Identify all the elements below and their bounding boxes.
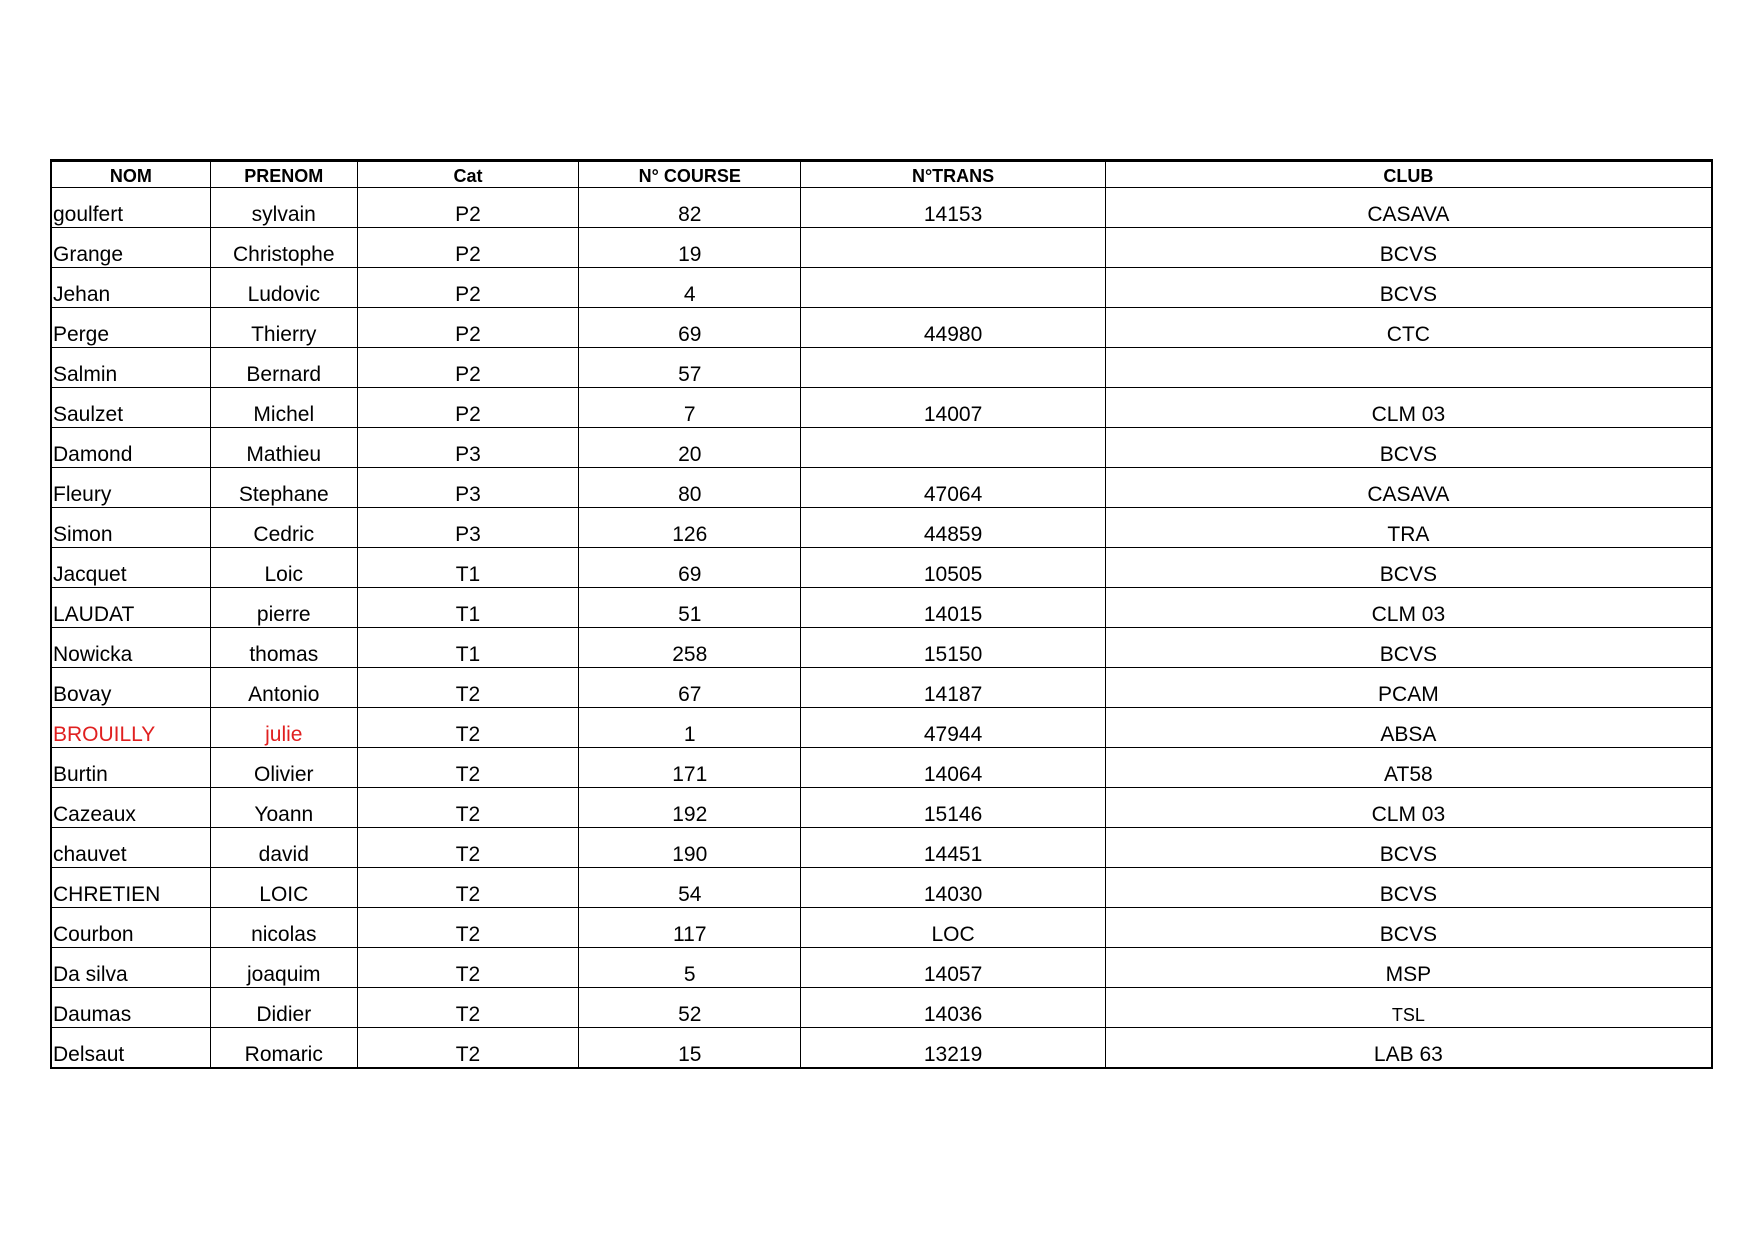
cell-club: BCVS xyxy=(1105,268,1712,308)
cell-trans: 15150 xyxy=(801,628,1105,668)
cell-nom: Daumas xyxy=(51,988,210,1028)
cell-cat: T2 xyxy=(357,868,578,908)
cell-prenom: Ludovic xyxy=(210,268,357,308)
cell-club: AT58 xyxy=(1105,748,1712,788)
cell-nom: Salmin xyxy=(51,348,210,388)
cell-prenom: Antonio xyxy=(210,668,357,708)
table-row xyxy=(51,828,1712,868)
table-row xyxy=(51,908,1712,948)
cell-cat: P2 xyxy=(357,268,578,308)
cell-nom: Bovay xyxy=(51,668,210,708)
cell-prenom: nicolas xyxy=(210,908,357,948)
cell-cat: P2 xyxy=(357,348,578,388)
table-row xyxy=(51,348,1712,388)
cell-nom: Da silva xyxy=(51,948,210,988)
cell-cat: T2 xyxy=(357,708,578,748)
table-row xyxy=(51,308,1712,348)
table-row xyxy=(51,188,1712,228)
cell-course: 54 xyxy=(579,868,801,908)
cell-club: LAB 63 xyxy=(1105,1028,1712,1069)
cell-nom: Grange xyxy=(51,228,210,268)
cell-club: PCAM xyxy=(1105,668,1712,708)
header-row xyxy=(51,161,1712,188)
cell-cat: P2 xyxy=(357,228,578,268)
cell-trans: 14057 xyxy=(801,948,1105,988)
cell-club: BCVS xyxy=(1105,828,1712,868)
cell-prenom: Mathieu xyxy=(210,428,357,468)
table-row xyxy=(51,668,1712,708)
cell-club: BCVS xyxy=(1105,428,1712,468)
cell-prenom: Stephane xyxy=(210,468,357,508)
cell-nom: Jehan xyxy=(51,268,210,308)
cell-prenom: Thierry xyxy=(210,308,357,348)
cell-prenom: Cedric xyxy=(210,508,357,548)
cell-trans: 14187 xyxy=(801,668,1105,708)
cell-club: CLM 03 xyxy=(1105,788,1712,828)
cell-club: BCVS xyxy=(1105,548,1712,588)
cell-nom: Delsaut xyxy=(51,1028,210,1069)
cell-trans xyxy=(801,348,1105,388)
cell-course: 69 xyxy=(579,308,801,348)
table-row xyxy=(51,708,1712,748)
column-header-cat: Cat xyxy=(357,161,578,188)
column-header-nom: NOM xyxy=(51,161,210,188)
cell-prenom: Christophe xyxy=(210,228,357,268)
cell-course: 117 xyxy=(579,908,801,948)
cell-nom: chauvet xyxy=(51,828,210,868)
cell-club: CASAVA xyxy=(1105,468,1712,508)
cell-trans: 47944 xyxy=(801,708,1105,748)
cell-trans: 14007 xyxy=(801,388,1105,428)
cell-course: 80 xyxy=(579,468,801,508)
table-row xyxy=(51,268,1712,308)
cell-club: BCVS xyxy=(1105,908,1712,948)
cell-club: TRA xyxy=(1105,508,1712,548)
cell-prenom: Romaric xyxy=(210,1028,357,1069)
cell-nom: Jacquet xyxy=(51,548,210,588)
cell-cat: T2 xyxy=(357,988,578,1028)
cell-nom: BROUILLY xyxy=(51,708,210,748)
cell-club: BCVS xyxy=(1105,628,1712,668)
cell-nom: Simon xyxy=(51,508,210,548)
cell-nom: CHRETIEN xyxy=(51,868,210,908)
cell-trans: 47064 xyxy=(801,468,1105,508)
cell-trans: 44859 xyxy=(801,508,1105,548)
cell-prenom: david xyxy=(210,828,357,868)
cell-club xyxy=(1105,348,1712,388)
cell-trans: 13219 xyxy=(801,1028,1105,1069)
cell-cat: T2 xyxy=(357,788,578,828)
cell-cat: T2 xyxy=(357,948,578,988)
cell-cat: P2 xyxy=(357,188,578,228)
cell-prenom: pierre xyxy=(210,588,357,628)
table-row xyxy=(51,788,1712,828)
cell-course: 67 xyxy=(579,668,801,708)
cell-cat: T1 xyxy=(357,588,578,628)
cell-prenom: Didier xyxy=(210,988,357,1028)
cell-trans: 14036 xyxy=(801,988,1105,1028)
cell-nom: LAUDAT xyxy=(51,588,210,628)
entries-table xyxy=(50,159,1713,1069)
cell-course: 190 xyxy=(579,828,801,868)
cell-course: 52 xyxy=(579,988,801,1028)
cell-cat: T2 xyxy=(357,748,578,788)
cell-trans: 14064 xyxy=(801,748,1105,788)
table-row xyxy=(51,988,1712,1028)
cell-prenom: Michel xyxy=(210,388,357,428)
cell-club: BCVS xyxy=(1105,228,1712,268)
cell-cat: P2 xyxy=(357,388,578,428)
cell-trans: 44980 xyxy=(801,308,1105,348)
table-row xyxy=(51,948,1712,988)
cell-cat: T2 xyxy=(357,1028,578,1069)
cell-nom: goulfert xyxy=(51,188,210,228)
cell-nom: Burtin xyxy=(51,748,210,788)
cell-trans: 14015 xyxy=(801,588,1105,628)
cell-trans xyxy=(801,428,1105,468)
cell-cat: T2 xyxy=(357,908,578,948)
table-row xyxy=(51,388,1712,428)
cell-prenom: Loic xyxy=(210,548,357,588)
cell-trans: 15146 xyxy=(801,788,1105,828)
table-row xyxy=(51,748,1712,788)
cell-club: MSP xyxy=(1105,948,1712,988)
cell-nom: Cazeaux xyxy=(51,788,210,828)
cell-trans: LOC xyxy=(801,908,1105,948)
cell-course: 1 xyxy=(579,708,801,748)
cell-trans xyxy=(801,228,1105,268)
column-header-course: N° COURSE xyxy=(579,161,801,188)
cell-cat: P3 xyxy=(357,508,578,548)
cell-course: 7 xyxy=(579,388,801,428)
table-row xyxy=(51,588,1712,628)
cell-cat: T2 xyxy=(357,828,578,868)
cell-nom: Nowicka xyxy=(51,628,210,668)
table-row xyxy=(51,228,1712,268)
cell-course: 258 xyxy=(579,628,801,668)
cell-course: 51 xyxy=(579,588,801,628)
cell-course: 82 xyxy=(579,188,801,228)
cell-cat: P3 xyxy=(357,428,578,468)
column-header-prenom: PRENOM xyxy=(210,161,357,188)
cell-nom: Saulzet xyxy=(51,388,210,428)
cell-club: CLM 03 xyxy=(1105,388,1712,428)
cell-course: 192 xyxy=(579,788,801,828)
table-row xyxy=(51,468,1712,508)
cell-club: CTC xyxy=(1105,308,1712,348)
cell-course: 5 xyxy=(579,948,801,988)
cell-prenom: sylvain xyxy=(210,188,357,228)
cell-cat: P2 xyxy=(357,308,578,348)
cell-trans: 10505 xyxy=(801,548,1105,588)
cell-club: CLM 03 xyxy=(1105,588,1712,628)
cell-club: ABSA xyxy=(1105,708,1712,748)
cell-trans: 14451 xyxy=(801,828,1105,868)
cell-trans: 14030 xyxy=(801,868,1105,908)
table-row xyxy=(51,868,1712,908)
cell-course: 20 xyxy=(579,428,801,468)
table-row xyxy=(51,548,1712,588)
cell-prenom: thomas xyxy=(210,628,357,668)
cell-nom: Fleury xyxy=(51,468,210,508)
cell-nom: Courbon xyxy=(51,908,210,948)
cell-course: 15 xyxy=(579,1028,801,1069)
cell-course: 19 xyxy=(579,228,801,268)
column-header-trans: N°TRANS xyxy=(801,161,1105,188)
cell-prenom: Olivier xyxy=(210,748,357,788)
cell-prenom: joaquim xyxy=(210,948,357,988)
table-row xyxy=(51,1028,1712,1069)
cell-course: 69 xyxy=(579,548,801,588)
cell-nom: Damond xyxy=(51,428,210,468)
cell-trans: 14153 xyxy=(801,188,1105,228)
cell-cat: T1 xyxy=(357,548,578,588)
cell-prenom: julie xyxy=(210,708,357,748)
table-row xyxy=(51,508,1712,548)
cell-prenom: LOIC xyxy=(210,868,357,908)
cell-course: 57 xyxy=(579,348,801,388)
column-header-club: CLUB xyxy=(1105,161,1712,188)
cell-cat: P3 xyxy=(357,468,578,508)
cell-club: BCVS xyxy=(1105,868,1712,908)
cell-trans xyxy=(801,268,1105,308)
cell-cat: T1 xyxy=(357,628,578,668)
cell-course: 4 xyxy=(579,268,801,308)
table-row xyxy=(51,628,1712,668)
cell-cat: T2 xyxy=(357,668,578,708)
cell-club: CASAVA xyxy=(1105,188,1712,228)
cell-prenom: Yoann xyxy=(210,788,357,828)
table-row xyxy=(51,428,1712,468)
cell-club: TSL xyxy=(1105,988,1712,1028)
cell-course: 126 xyxy=(579,508,801,548)
cell-course: 171 xyxy=(579,748,801,788)
cell-nom: Perge xyxy=(51,308,210,348)
cell-prenom: Bernard xyxy=(210,348,357,388)
